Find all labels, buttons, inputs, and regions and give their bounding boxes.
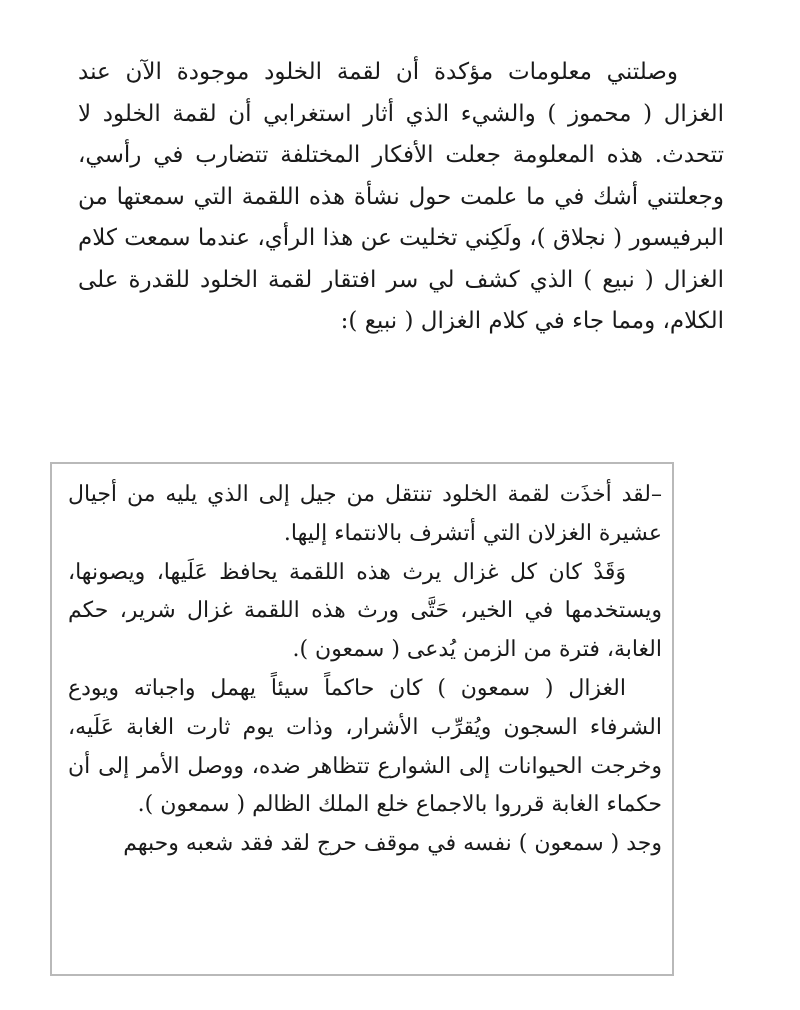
intro-text [78, 52, 724, 343]
quote-paragraph-2: وَقَدْ كان كل غزال يرث هذه اللقمة يحافظ عَلَيها، ويصونها، ويستخدمها في الخير، حَتَّى ورث هذه اللقمة غزال شرير، حكم الغابة، فترة من الزمن يُدعى ( سمعون ). [68, 559, 662, 663]
intro-paragraph: وصلتني معلومات مؤكدة أن لقمة الخلود موجودة الآن عند الغزال ( محموز ) والشيء الذي أثار استغرابي أن لقمة الخلود لا تتحدث. هذه المعلومة جعلت الأفكار المختلفة تتضارب في رأسي، وجعلتني أشك في ما علمت حول نشأة هذه اللقمة التي سمعتها من البرفيسور ( نجلاق )، ولَكِني تخليت عن هذا الرأي، عندما سمعت كلام الغزال ( نبيع ) الذي كشف لي سر افتقار لقمة الخلود للقدرة على الكلام، ومما جاء في كلام الغزال ( نبيع ): [78, 59, 724, 334]
quote-paragraph-1: –لقد أخذَت لقمة الخلود تنتقل من جيل إلى الذي يليه من أجيال عشيرة الغزلان التي أتشرف بالانتماء إليها. [68, 482, 662, 546]
quote-box [50, 462, 674, 976]
quote-paragraph-4: وجد ( سمعون ) نفسه في موقف حرج لقد فقد شعبه وحبهم [123, 831, 662, 857]
quote-paragraph-3: الغزال ( سمعون ) كان حاكماً سيئاً يهمل واجباته ويودع الشرفاء السجون ويُقرِّب الأشرار، وذات يوم ثارت الغابة عَلَيه، وخرجت الحيوانات إلى الشوارع تتظاهر ضده، ووصل الأمر إلى أن حكماء الغابة قرروا بالاجماع خلع الملك الظالم ( سمعون ). [68, 675, 662, 818]
quote-text [68, 476, 662, 864]
